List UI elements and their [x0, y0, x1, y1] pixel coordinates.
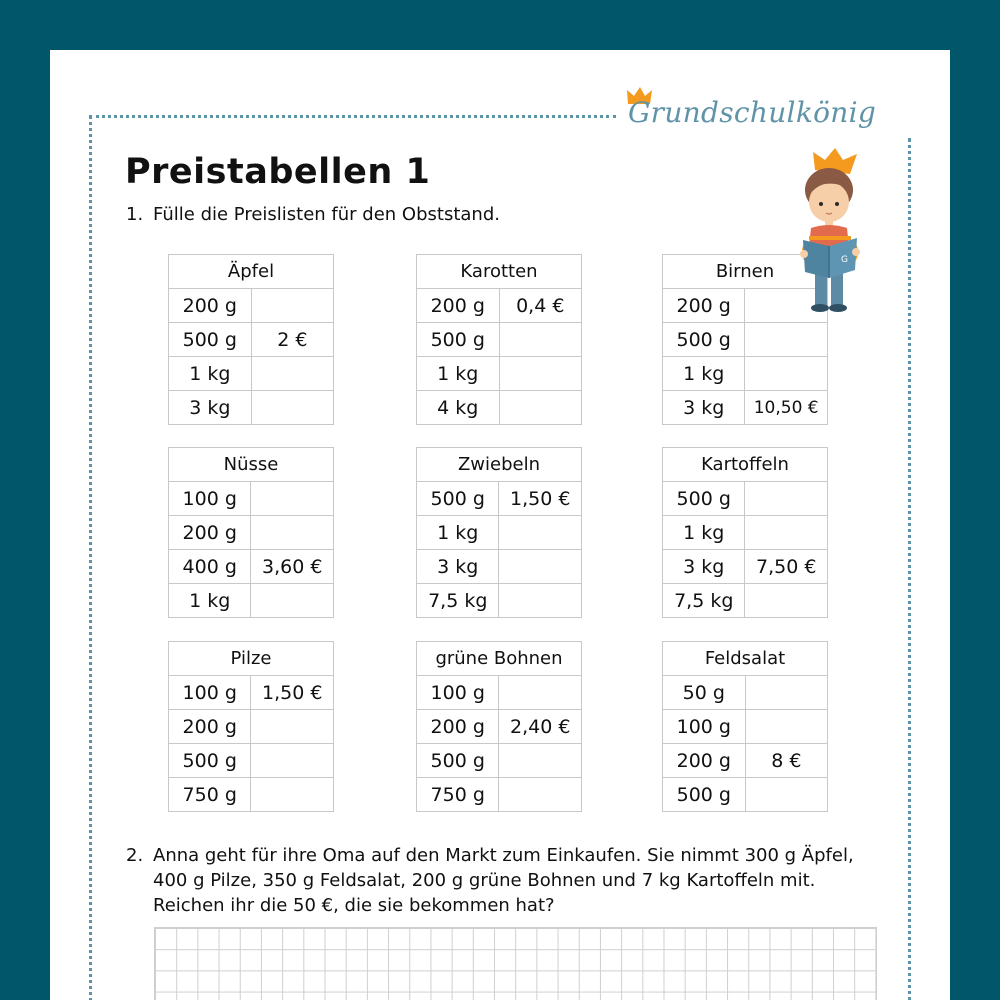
king-boy-reading-book-icon — [795, 148, 870, 320]
weight-cell: 1 kg — [663, 357, 745, 391]
weight-cell: 1 kg — [169, 357, 252, 391]
table-header: Nüsse — [169, 448, 334, 482]
weight-cell: 3 kg — [417, 550, 499, 584]
weight-cell: 500 g — [169, 744, 251, 778]
price-cell[interactable] — [251, 482, 334, 516]
table-header: Feldsalat — [663, 642, 828, 676]
weight-cell: 7,5 kg — [663, 584, 745, 618]
price-cell[interactable] — [745, 710, 827, 744]
weight-cell: 3 kg — [663, 550, 745, 584]
weight-cell: 200 g — [663, 744, 746, 778]
weight-cell: 500 g — [417, 744, 499, 778]
dotted-frame-top — [89, 115, 616, 118]
task-number: 2. — [126, 845, 144, 866]
price-cell[interactable] — [251, 778, 334, 812]
table-header: Kartoffeln — [663, 448, 828, 482]
page-title: Preistabellen 1 — [125, 152, 431, 192]
price-cell: 8 € — [745, 744, 827, 778]
task-2-line-3: Reichen ihr die 50 €, die sie bekommen hat? — [153, 895, 555, 916]
weight-cell: 200 g — [169, 710, 251, 744]
task-2 — [126, 843, 854, 918]
price-cell[interactable] — [251, 391, 333, 425]
task-2-line-1 — [126, 843, 854, 868]
table-header: Zwiebeln — [417, 448, 582, 482]
weight-cell: 100 g — [417, 676, 499, 710]
price-cell[interactable] — [499, 391, 581, 425]
weight-cell: 7,5 kg — [417, 584, 499, 618]
weight-cell: 500 g — [663, 482, 745, 516]
price-cell[interactable] — [745, 584, 828, 618]
price-cell[interactable] — [499, 357, 581, 391]
weight-cell: 1 kg — [663, 516, 745, 550]
price-cell: 3,60 € — [251, 550, 334, 584]
svg-text:G: G — [841, 255, 848, 265]
weight-cell: 1 kg — [417, 516, 499, 550]
price-cell[interactable] — [499, 584, 582, 618]
weight-cell: 400 g — [169, 550, 251, 584]
task-text: Fülle die Preislisten für den Obststand. — [153, 204, 500, 225]
price-table-feldsalat — [662, 641, 828, 812]
price-cell: 2,40 € — [499, 710, 582, 744]
price-cell[interactable] — [499, 516, 582, 550]
weight-cell: 500 g — [169, 323, 252, 357]
table-header: Birnen — [663, 255, 828, 289]
weight-cell: 750 g — [417, 778, 499, 812]
price-table-karotten — [416, 254, 582, 425]
weight-cell: 500 g — [663, 323, 745, 357]
price-cell[interactable] — [745, 482, 828, 516]
price-cell[interactable] — [745, 676, 827, 710]
weight-cell: 200 g — [417, 710, 499, 744]
price-cell[interactable] — [251, 289, 333, 323]
price-cell: 1,50 € — [251, 676, 334, 710]
weight-cell: 500 g — [663, 778, 746, 812]
weight-cell: 200 g — [417, 289, 500, 323]
weight-cell: 100 g — [663, 710, 746, 744]
price-cell: 10,50 € — [745, 391, 828, 425]
price-cell[interactable] — [251, 744, 334, 778]
price-cell[interactable] — [499, 744, 582, 778]
price-cell[interactable] — [251, 710, 334, 744]
task-2-line-2: 400 g Pilze, 350 g Feldsalat, 200 g grüne Bohnen und 7 kg Kartoffeln mit. — [153, 870, 816, 891]
price-table-gruene-bohnen — [416, 641, 582, 812]
price-cell[interactable] — [251, 357, 333, 391]
weight-cell: 3 kg — [169, 391, 252, 425]
task-text: Anna geht für ihre Oma auf den Markt zum Einkaufen. Sie nimmt 300 g Äpfel, — [153, 845, 854, 866]
price-cell[interactable] — [499, 676, 582, 710]
price-cell[interactable] — [499, 778, 582, 812]
task-1 — [126, 202, 500, 227]
weight-cell: 100 g — [169, 676, 251, 710]
price-cell[interactable] — [499, 550, 582, 584]
price-cell: 2 € — [251, 323, 333, 357]
table-header: Pilze — [169, 642, 334, 676]
price-cell[interactable] — [745, 323, 828, 357]
weight-cell: 100 g — [169, 482, 251, 516]
weight-cell: 3 kg — [663, 391, 745, 425]
weight-cell: 200 g — [663, 289, 745, 323]
table-header: Karotten — [417, 255, 582, 289]
answer-grid[interactable] — [154, 927, 877, 1000]
price-cell: 1,50 € — [499, 482, 582, 516]
weight-cell: 500 g — [417, 482, 499, 516]
table-header: grüne Bohnen — [417, 642, 582, 676]
dotted-frame-right — [908, 138, 911, 1000]
price-cell[interactable] — [251, 584, 334, 618]
weight-cell: 750 g — [169, 778, 251, 812]
price-table-nuesse — [168, 447, 334, 618]
weight-cell: 200 g — [169, 289, 252, 323]
weight-cell: 200 g — [169, 516, 251, 550]
brand-name: Grundschulkönig — [628, 96, 877, 129]
weight-cell: 1 kg — [417, 357, 500, 391]
price-table-aepfel — [168, 254, 334, 425]
price-table-kartoffeln — [662, 447, 828, 618]
price-table-zwiebeln — [416, 447, 582, 618]
price-cell[interactable] — [745, 357, 828, 391]
price-cell[interactable] — [499, 323, 581, 357]
worksheet-page — [50, 50, 950, 1000]
brand-logo — [628, 92, 918, 142]
price-cell[interactable] — [745, 516, 828, 550]
task-number: 1. — [126, 204, 144, 225]
price-cell: 7,50 € — [745, 550, 828, 584]
price-cell[interactable] — [251, 516, 334, 550]
price-table-pilze — [168, 641, 334, 812]
weight-cell: 500 g — [417, 323, 500, 357]
dotted-frame-left — [89, 115, 92, 1000]
table-header: Äpfel — [169, 255, 334, 289]
weight-cell: 50 g — [663, 676, 746, 710]
price-cell[interactable] — [745, 778, 827, 812]
weight-cell: 1 kg — [169, 584, 251, 618]
price-cell: 0,4 € — [499, 289, 581, 323]
weight-cell: 4 kg — [417, 391, 500, 425]
